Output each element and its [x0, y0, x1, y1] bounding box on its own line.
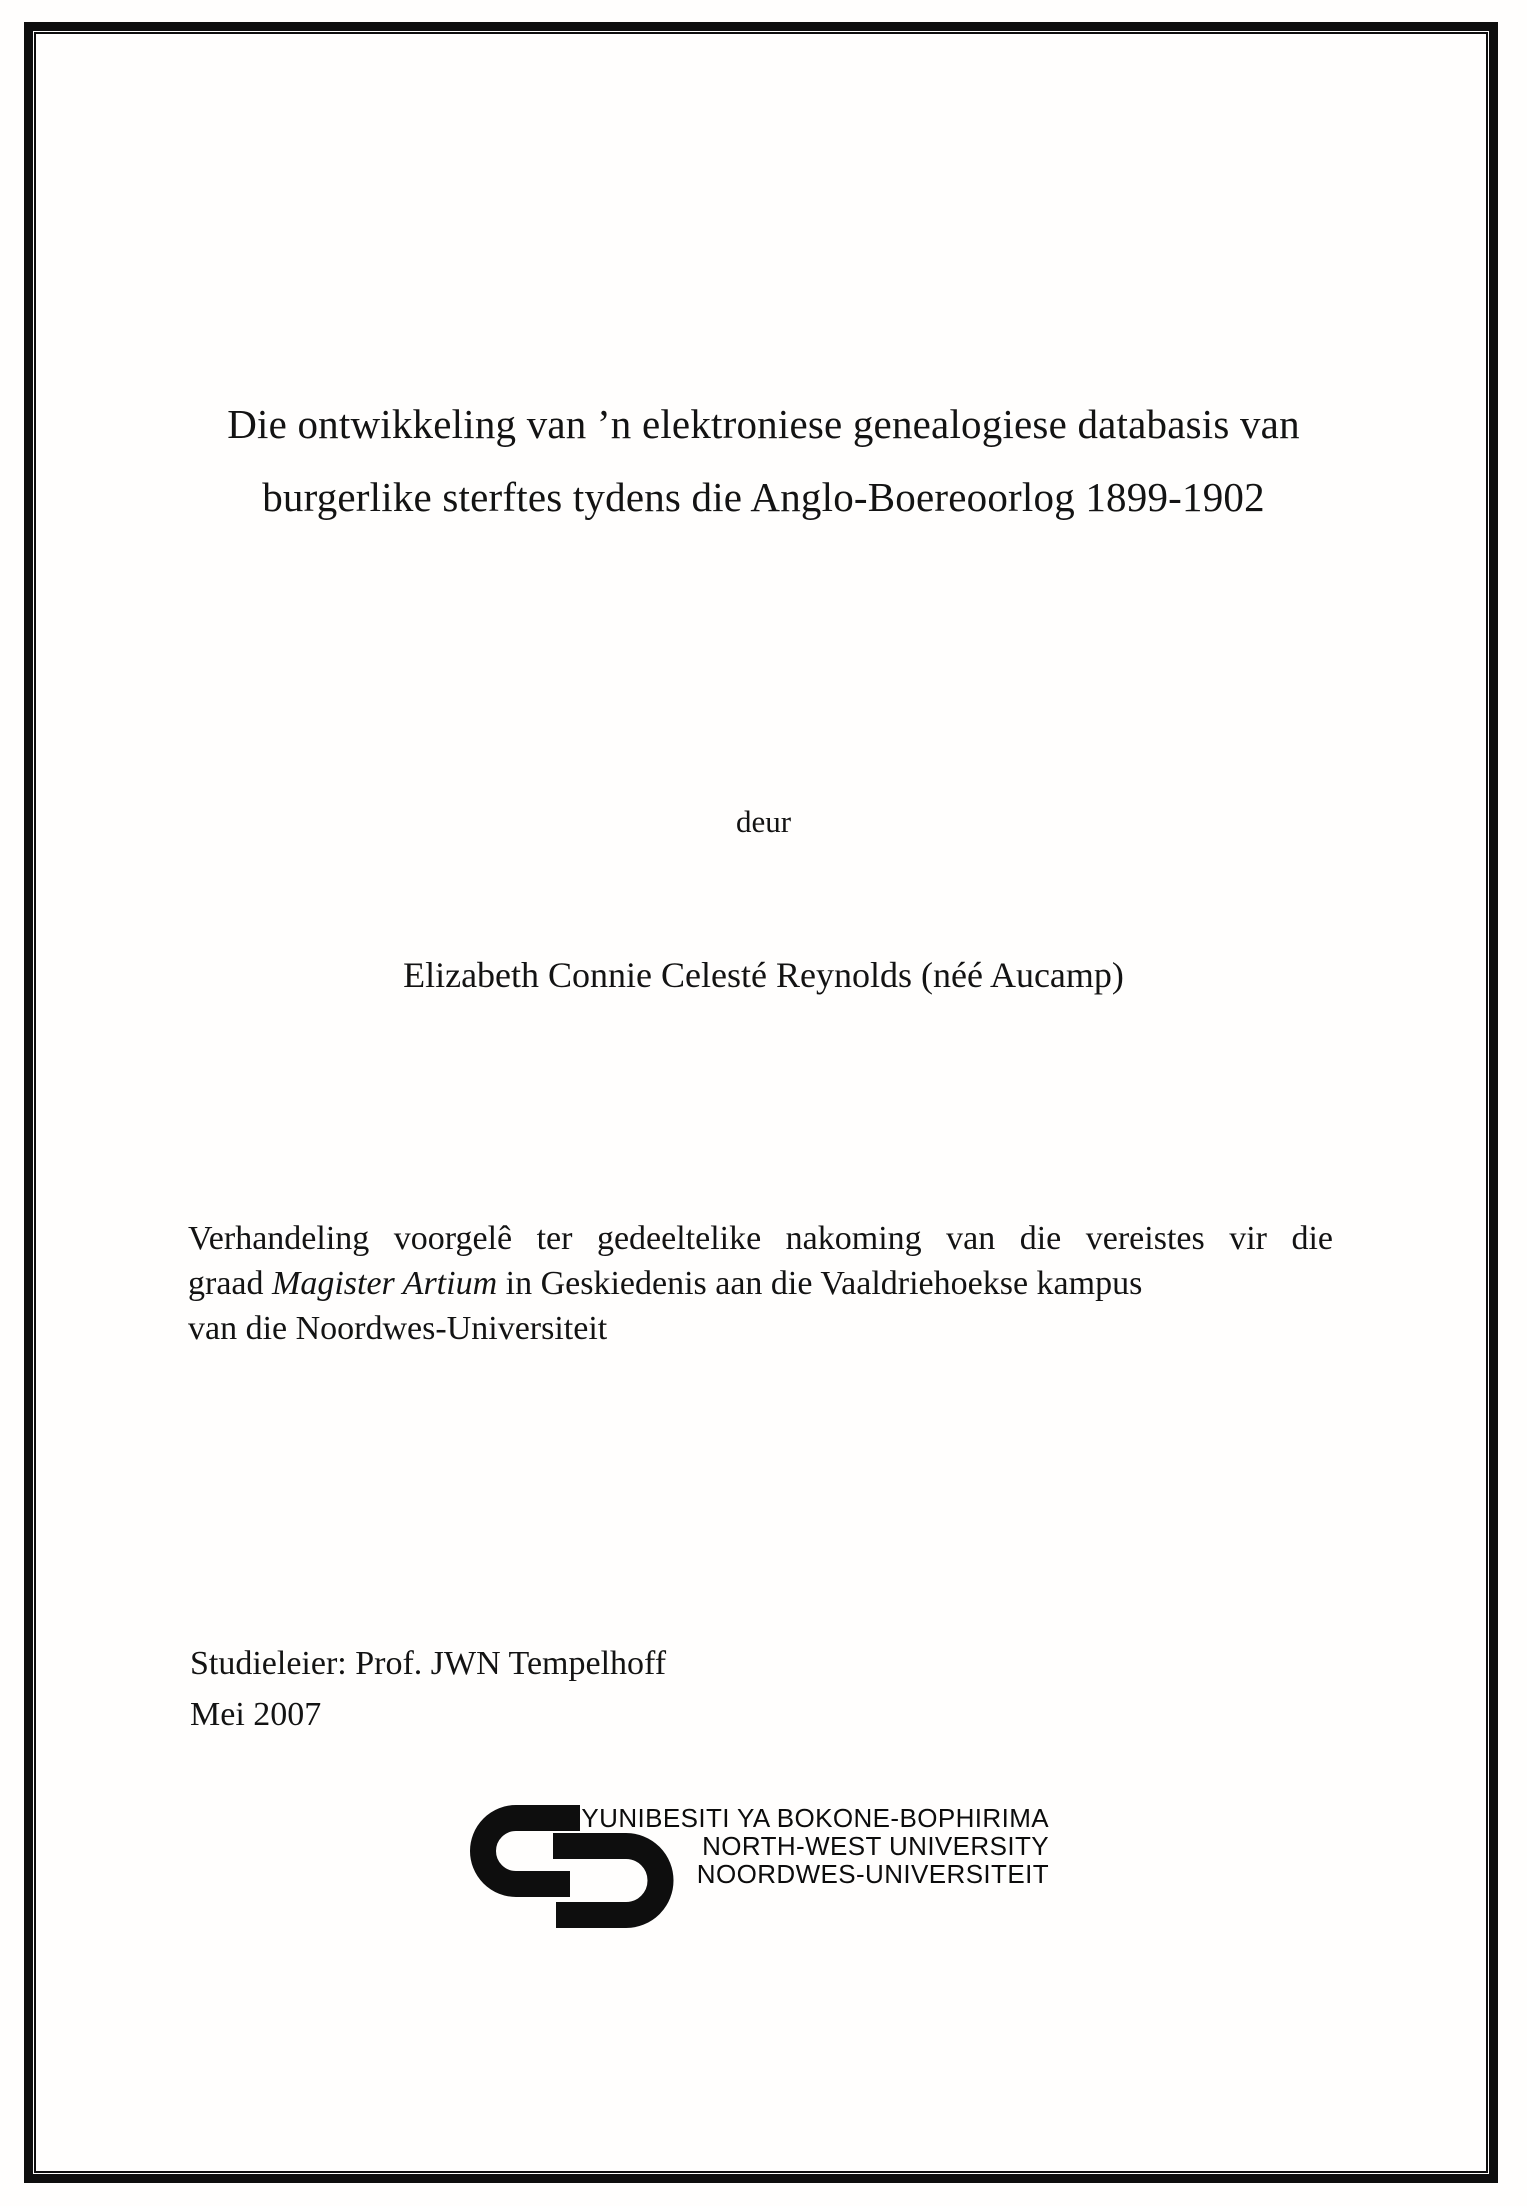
date-line: Mei 2007	[190, 1696, 322, 1733]
logo-line-english: NORTH-WEST UNIVERSITY	[702, 1831, 1049, 1861]
logo-line-setswana: YUNIBESITI YA BOKONE-BOPHIRIMA	[581, 1803, 1049, 1833]
thesis-title-line2: burgerlike sterftes tydens die Anglo-Boereoorlog 1899-1902	[262, 474, 1265, 520]
degree-statement-line2-prefix: graad	[188, 1265, 273, 1302]
thesis-title-line1: Die ontwikkeling van ’n elektroniese genealogiese databasis van	[227, 401, 1300, 447]
degree-statement-line2	[188, 1261, 1333, 1306]
degree-statement	[188, 1216, 1333, 1351]
supervisor-block	[190, 1638, 666, 1740]
degree-statement-line2-suffix: in Geskiedenis aan die Vaaldriehoekse kampus	[497, 1265, 1143, 1302]
logo-line-afrikaans: NOORDWES-UNIVERSITEIT	[696, 1859, 1049, 1889]
supervisor-line: Studieleier: Prof. JWN Tempelhoff	[190, 1645, 667, 1682]
thesis-title	[0, 388, 1527, 534]
degree-statement-line1: Verhandeling voorgelê ter gedeeltelike nakoming van die vereistes vir die	[188, 1220, 1333, 1257]
university-logo-text	[581, 1804, 1049, 1888]
degree-statement-line3: van die Noordwes-Universiteit	[188, 1310, 608, 1347]
byline-label: deur	[735, 804, 792, 839]
degree-name-italic: Magister Artium	[272, 1265, 498, 1302]
author-name: Elizabeth Connie Celesté Reynolds (néé Aucamp)	[403, 955, 1124, 995]
university-logo	[468, 1800, 1049, 1932]
